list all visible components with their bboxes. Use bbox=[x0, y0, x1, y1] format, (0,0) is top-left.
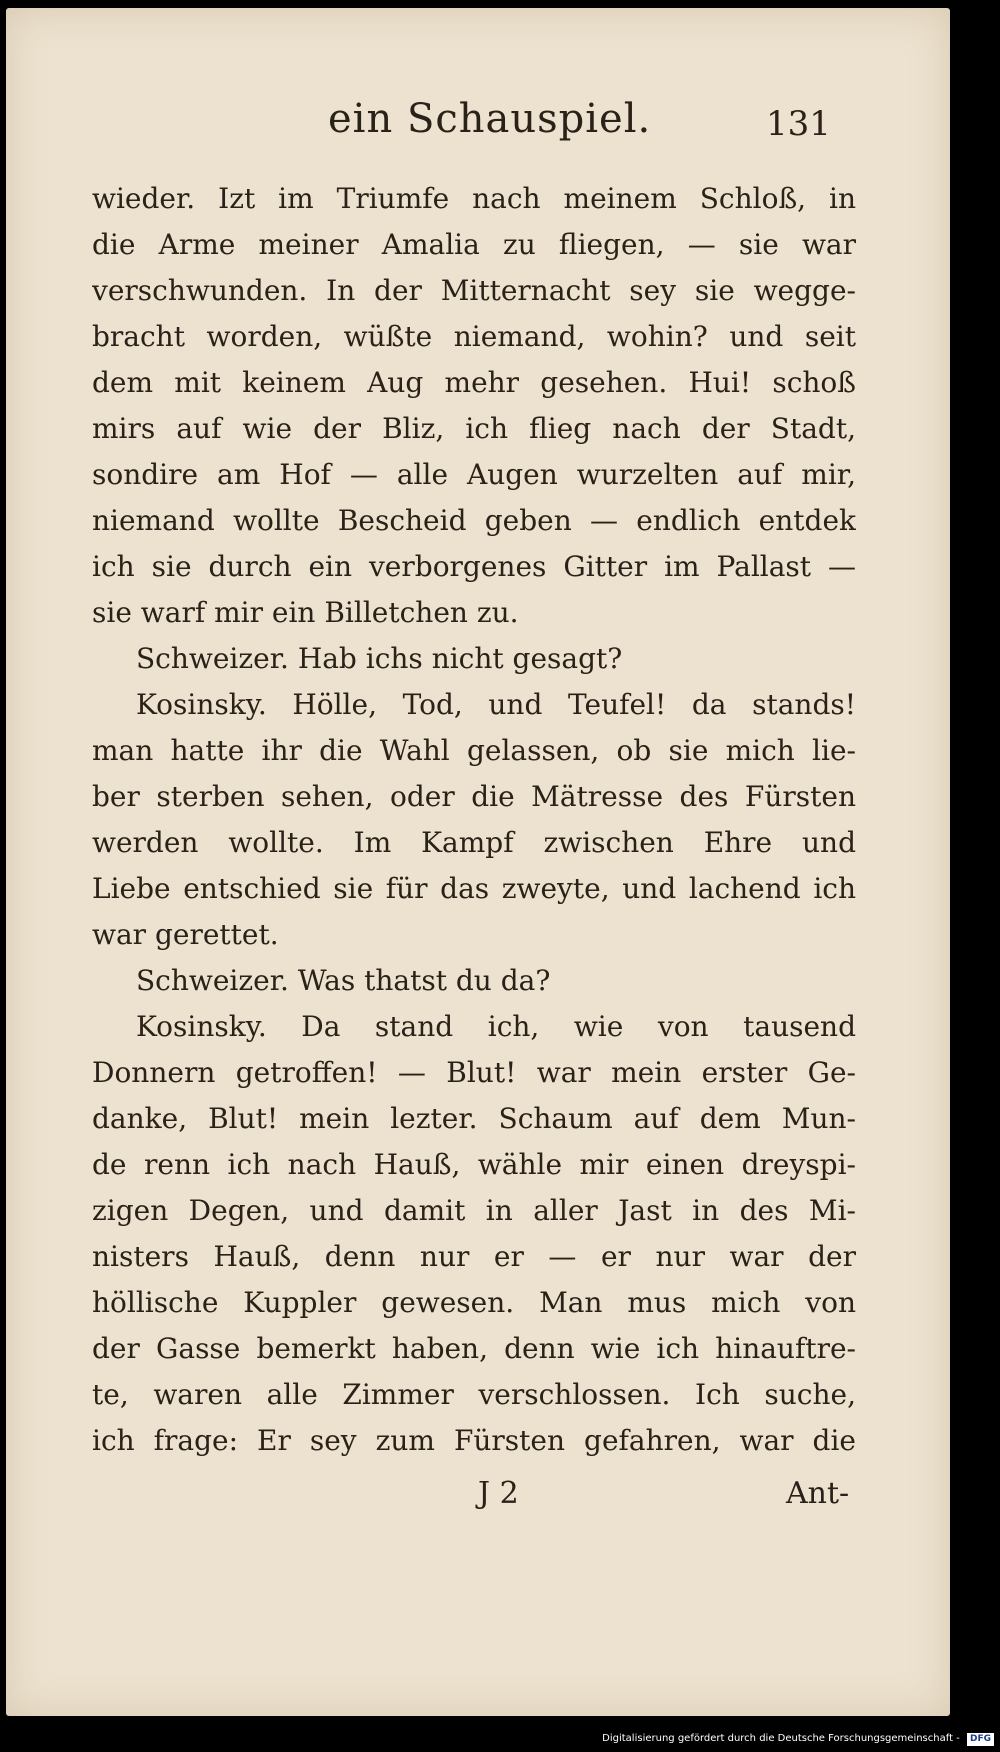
text-line: Liebe entschied sie für das zweyte, und lachend ich bbox=[92, 872, 856, 905]
text-line-speaker: Schweizer. Was thatst du da? bbox=[136, 964, 551, 997]
text-line: nisters Hauß, denn nur er — er nur war der bbox=[92, 1240, 856, 1273]
text-line: wieder. Izt im Triumfe nach meinem Schloß, in bbox=[92, 182, 856, 215]
dfg-logo: DFG bbox=[967, 1733, 994, 1746]
text-line: danke, Blut! mein lezter. Schaum auf dem Mun- bbox=[92, 1102, 856, 1135]
attribution-footer bbox=[602, 1733, 994, 1746]
text-line: der Gasse bemerkt haben, denn wie ich hinauftre- bbox=[92, 1332, 856, 1365]
text-line: ich frage: Er sey zum Fürsten gefahren, war die bbox=[92, 1424, 856, 1457]
text-line: dem mit keinem Aug mehr gesehen. Hui! schoß bbox=[92, 366, 856, 399]
text-line: sondire am Hof — alle Augen wurzelten auf mir, bbox=[92, 458, 856, 491]
text-line: war gerettet. bbox=[92, 918, 279, 951]
text-line: sie warf mir ein Billetchen zu. bbox=[92, 596, 519, 629]
text-line: zigen Degen, und damit in aller Jast in des Mi- bbox=[92, 1194, 856, 1227]
text-line: werden wollte. Im Kampf zwischen Ehre und bbox=[92, 826, 856, 859]
text-line-speaker: Kosinsky. Hölle, Tod, und Teufel! da stands! bbox=[136, 688, 856, 721]
text-line: verschwunden. In der Mitternacht sey sie wegge- bbox=[92, 274, 856, 307]
body-text bbox=[92, 176, 856, 1464]
catchword: Ant- bbox=[786, 1476, 850, 1511]
text-line: Donnern getroffen! — Blut! war mein erster Ge- bbox=[92, 1056, 856, 1089]
signature-mark: J 2 bbox=[478, 1476, 519, 1511]
text-line: man hatte ihr die Wahl gelassen, ob sie mich lie- bbox=[92, 734, 856, 767]
text-line: te, waren alle Zimmer verschlossen. Ich suche, bbox=[92, 1378, 856, 1411]
page-header bbox=[6, 96, 950, 156]
text-line: bracht worden, wüßte niemand, wohin? und seit bbox=[92, 320, 856, 353]
text-line: die Arme meiner Amalia zu fliegen, — sie war bbox=[92, 228, 856, 261]
running-title: ein Schauspiel. bbox=[328, 96, 652, 142]
text-line: de renn ich nach Hauß, wähle mir einen dreyspi- bbox=[92, 1148, 856, 1181]
page-number: 131 bbox=[766, 104, 831, 144]
text-line-speaker: Schweizer. Hab ichs nicht gesagt? bbox=[136, 642, 623, 675]
text-line: ber sterben sehen, oder die Mätresse des Fürsten bbox=[92, 780, 856, 813]
text-line: höllische Kuppler gewesen. Man mus mich von bbox=[92, 1286, 856, 1319]
attribution-text: Digitalisierung gefördert durch die Deutsche Forschungsgemeinschaft - bbox=[602, 1733, 960, 1744]
page-footer bbox=[6, 1476, 950, 1526]
text-line: ich sie durch ein verborgenes Gitter im Pallast — bbox=[92, 550, 856, 583]
book-page bbox=[6, 8, 950, 1716]
text-line-speaker: Kosinsky. Da stand ich, wie von tausend bbox=[136, 1010, 856, 1043]
text-line: mirs auf wie der Bliz, ich flieg nach der Stadt, bbox=[92, 412, 856, 445]
text-line: niemand wollte Bescheid geben — endlich entdek bbox=[92, 504, 856, 537]
